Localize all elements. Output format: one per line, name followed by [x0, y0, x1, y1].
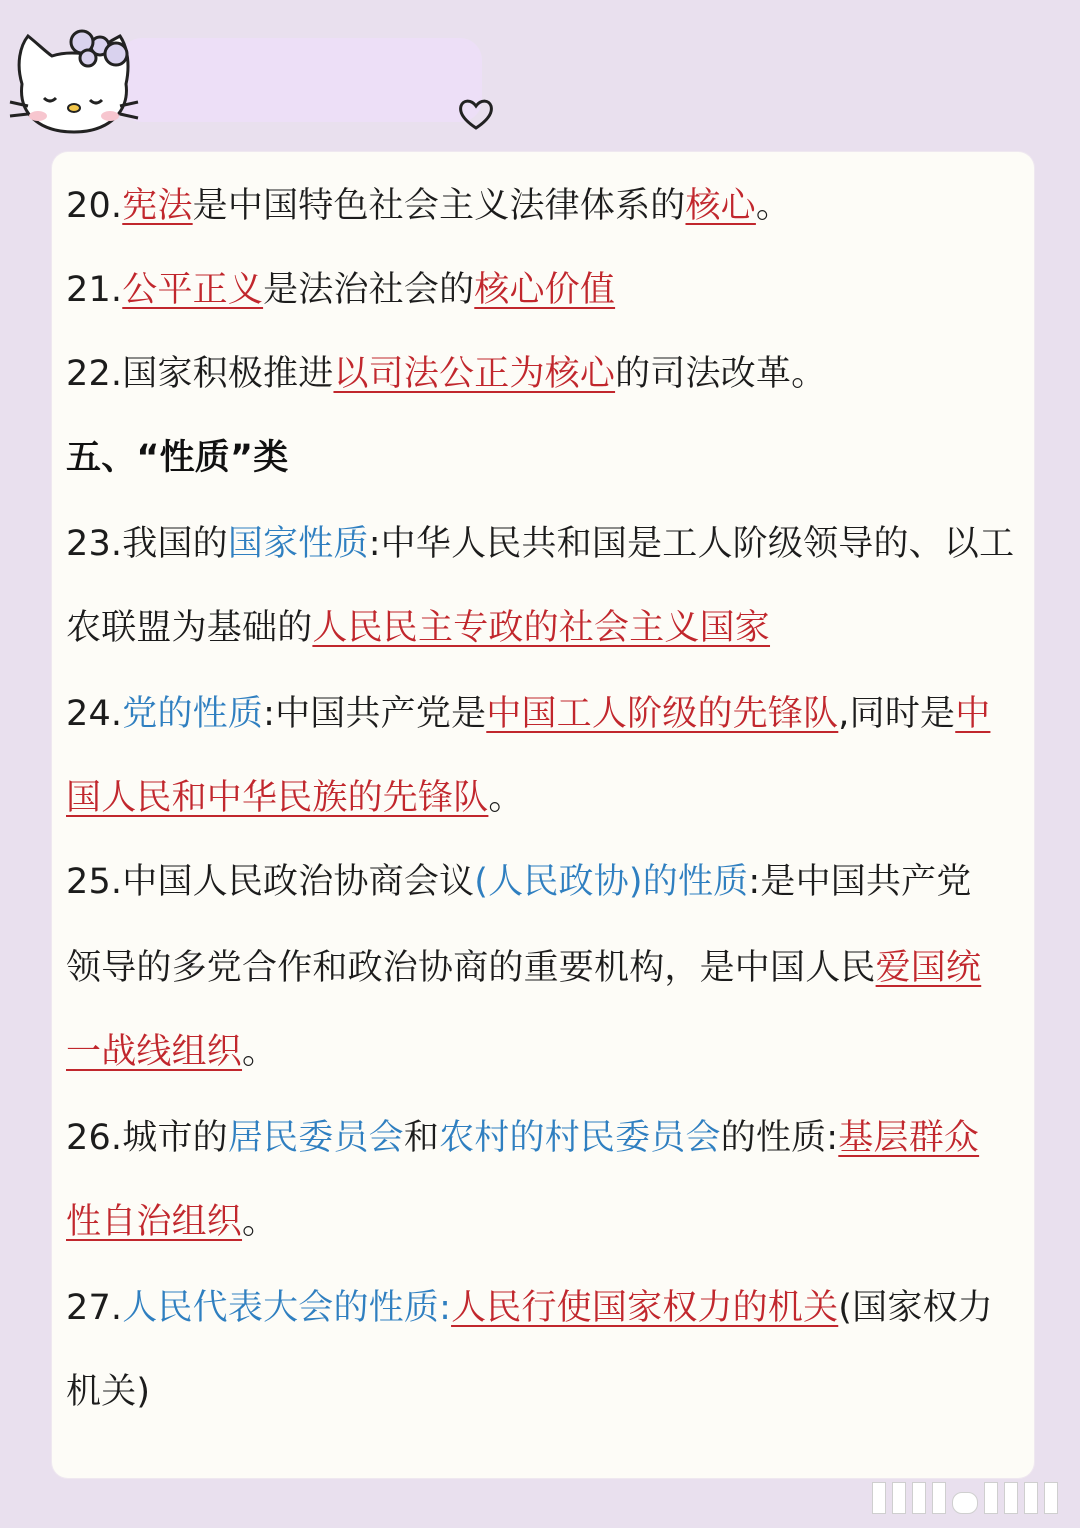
keyword-red: 性自治组织 [66, 1202, 243, 1242]
watermark-bar [984, 1482, 998, 1514]
body-text: 26.城市的 [66, 1118, 228, 1158]
watermark-bar [872, 1482, 886, 1514]
item-25-line1 [66, 852, 972, 912]
header-banner [120, 38, 482, 122]
term-blue: 农村的村民委员会 [439, 1118, 721, 1158]
body-text: 的司法改革。 [615, 354, 827, 394]
item-number: 20. [66, 186, 123, 226]
body-text: 领导的多党合作和政治协商的重要机构，是中国人民 [66, 948, 876, 988]
watermark-bar [912, 1482, 926, 1514]
keyword-red: 中国工人阶级的先锋队 [486, 694, 839, 734]
body-text: 25.中国人民政治协商会议 [66, 862, 475, 902]
item-number: 21. [66, 270, 123, 310]
watermark-bar [932, 1482, 946, 1514]
keyword-red: 人民民主专政的社会主义国家 [312, 608, 771, 648]
body-text: 是中国特色社会主义法律体系的 [192, 186, 686, 226]
body-text: 和 [403, 1118, 440, 1158]
item-24-line1 [66, 684, 990, 744]
item-25-line3 [66, 1022, 277, 1082]
body-text: (国家权力 [838, 1288, 993, 1328]
watermark-bar [1044, 1482, 1058, 1514]
term-blue: 国家性质 [227, 524, 369, 564]
keyword-red: 公平正义 [122, 270, 264, 310]
body-text: 。 [242, 1202, 278, 1242]
item-22 [66, 344, 826, 404]
item-21 [66, 260, 615, 320]
item-27-line1 [66, 1278, 993, 1338]
keyword-red: 一战线组织 [66, 1032, 243, 1072]
keyword-red: 核心 [685, 186, 756, 226]
section-heading: 五、“性质”类 [66, 438, 289, 478]
item-number: 24. [66, 694, 123, 734]
body-text: 。 [488, 778, 524, 818]
body-text: 22.国家积极推进 [66, 354, 334, 394]
body-text: 的性质: [720, 1118, 839, 1158]
keyword-red: 爱国统 [875, 948, 982, 988]
term-blue: 居民委员会 [227, 1118, 404, 1158]
item-27-line2: 机关) [66, 1372, 151, 1412]
body-text: :是中国共产党 [748, 862, 972, 902]
watermark-dot [952, 1492, 978, 1514]
body-text: 。 [755, 186, 792, 226]
body-text: :中国共产党是 [263, 694, 487, 734]
item-24-line2 [66, 768, 524, 828]
keyword-red: 中 [955, 694, 991, 734]
watermark-bar [1024, 1482, 1038, 1514]
term-blue: (人民政协)的性质 [474, 862, 749, 902]
item-26-line1 [66, 1108, 979, 1168]
body-text: ,同时是 [838, 694, 956, 734]
item-number: 27. [66, 1288, 123, 1328]
keyword-red: 国人民和中华民族的先锋队 [66, 778, 489, 818]
body-text: 。 [242, 1032, 278, 1072]
body-text: 23.我国的 [66, 524, 228, 564]
item-20 [66, 176, 791, 236]
body-text: :中华人民共和国是工人阶级领导的、以工 [368, 524, 1015, 564]
watermark-bar [1004, 1482, 1018, 1514]
keyword-red: 基层群众 [838, 1118, 980, 1158]
keyword-red: 宪法 [122, 186, 193, 226]
heart-outline-icon [456, 96, 496, 132]
keyword-red: 核心价值 [474, 270, 616, 310]
watermark-bars [872, 1482, 1058, 1514]
watermark-bar [892, 1482, 906, 1514]
item-23-line2 [66, 598, 770, 658]
item-25-line2 [66, 938, 981, 998]
body-text: 是法治社会的 [263, 270, 475, 310]
term-blue: 党的性质 [122, 694, 264, 734]
keyword-red: 以司法公正为核心 [333, 354, 616, 394]
item-23-line1 [66, 514, 1014, 574]
hello-kitty-icon [4, 22, 144, 142]
item-26-line2 [66, 1192, 277, 1252]
body-text: 农联盟为基础的 [66, 608, 313, 648]
keyword-red: 人民行使国家权力的机关 [451, 1288, 839, 1328]
term-blue: 人民代表大会的性质: [122, 1288, 452, 1328]
